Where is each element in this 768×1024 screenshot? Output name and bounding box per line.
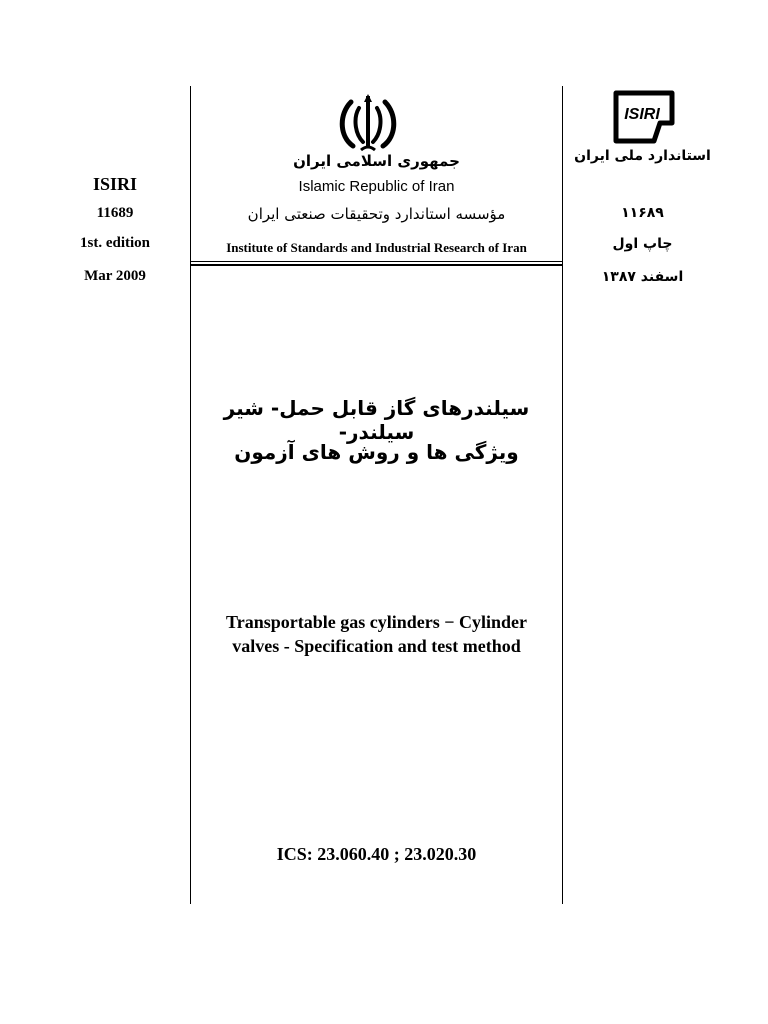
institute-name-fa: مؤسسه استاندارد وتحقیقات صنعتی ایران [247, 205, 506, 223]
national-standard-label: استاندارد ملی ایران [574, 148, 711, 164]
document-title-fa-line1: سیلندرهای گاز قابل حمل- شیر سیلندر- [223, 396, 530, 444]
document-title-fa-line2: ویژگی ها و روش های آزمون [234, 440, 519, 464]
ics-code: ICS: 23.060.40 ; 23.020.30 [276, 844, 477, 864]
right-divider-line [562, 86, 563, 904]
institute-name-en: Institute of Standards and Industrial Research of Iran [226, 240, 527, 255]
republic-name-fa: جمهوری اسلامی ایران [293, 152, 460, 170]
edition-label: 1st. edition [79, 235, 150, 251]
header-rule-top [191, 261, 562, 262]
publication-date-fa: اسفند ۱۳۸۷ [601, 269, 684, 285]
isiri-logo-icon [610, 89, 678, 145]
document-title-en [191, 610, 562, 658]
document-title-en-line1: Transportable gas cylinders − Cylinder [226, 612, 527, 632]
standard-number: 11689 [96, 205, 134, 221]
republic-name-en: Islamic Republic of Iran [298, 178, 455, 195]
publication-date: Mar 2009 [84, 268, 146, 284]
svg-text:ISIRI: ISIRI [624, 106, 660, 123]
org-label: ISIRI [92, 174, 138, 194]
iran-emblem-icon [337, 92, 399, 154]
document-title-en-line2: valves - Specification and test method [232, 636, 521, 656]
header-rule-bottom [191, 264, 562, 266]
standard-number-fa: ۱۱۶۸۹ [621, 205, 664, 221]
edition-label-fa: چاپ اول [612, 236, 673, 252]
